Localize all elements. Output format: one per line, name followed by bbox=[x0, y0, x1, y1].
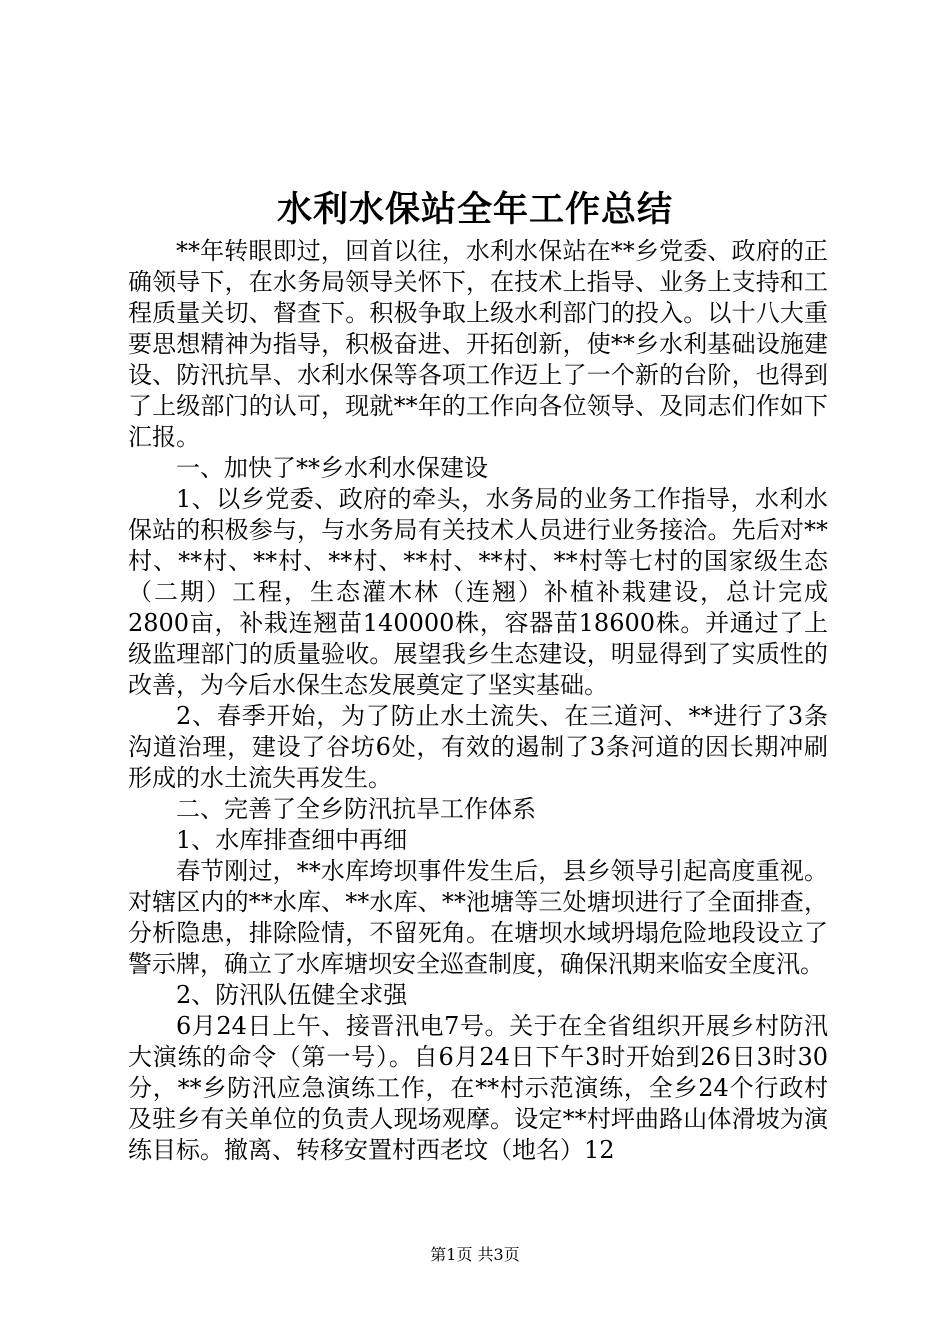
document-body bbox=[128, 236, 828, 1166]
body-paragraph: 6月24日上午、接晋汛电7号。关于在全省组织开展乡村防汛大演练的命令（第一号）。自6月24日下午3时开始到26日3时30分，**乡防汛应急演练工作，在**村示范演练，全乡24个行政村及驻乡有关单位的负责人现场观摩。设定**村坪曲路山体滑坡为演练目标。撤离、转移安置村西老坟（地名）12 bbox=[128, 1012, 828, 1164]
subsection-heading: 1、水库排查细中再细 bbox=[176, 826, 408, 854]
page-number-footer: 第1页 共3页 bbox=[430, 1245, 520, 1264]
section-heading: 二、完善了全乡防汛抗旱工作体系 bbox=[176, 795, 536, 823]
section-heading: 一、加快了**乡水利水保建设 bbox=[176, 454, 488, 482]
body-paragraph: 春节刚过，**水库垮坝事件发生后，县乡领导引起高度重视。对辖区内的**水库、**水库、**池塘等三处塘坝进行了全面排查，分析隐患，排除险情，不留死角。在塘坝水域坍塌危险地段设立了警示牌，确立了水库塘坝安全巡查制度，确保汛期来临安全度汛。 bbox=[128, 857, 828, 978]
body-paragraph: 2、春季开始，为了防止水土流失、在三道河、**进行了3条沟道治理，建设了谷坊6处，有效的遏制了3条河道的因长期冲刷形成的水土流失再发生。 bbox=[128, 702, 828, 792]
document-title: 水利水保站全年工作总结 bbox=[276, 189, 673, 230]
body-paragraph: **年转眼即过，回首以往，水利水保站在**乡党委、政府的正确领导下，在水务局领导关怀下，在技术上指导、业务上支持和工程质量关切、督查下。积极争取上级水利部门的投入。以十八大重要思想精神为指导，积极奋进、开拓创新，使**乡水利基础设施建设、防汛抗旱、水利水保等各项工作迈上了一个新的台阶，也得到了上级部门的认可，现就**年的工作向各位领导、及同志们作如下汇报。 bbox=[128, 237, 828, 451]
subsection-heading: 2、防汛队伍健全求强 bbox=[176, 981, 408, 1009]
body-paragraph: 1、以乡党委、政府的牵头，水务局的业务工作指导，水利水保站的积极参与，与水务局有关技术人员进行业务接洽。先后对**村、**村、**村、**村、**村、**村、**村等七村的国家级生态（二期）工程，生态灌木林（连翘）补植补栽建设，总计完成2800亩，补栽连翘苗140000株，容器苗18600株。并通过了上级监理部门的质量验收。展望我乡生态建设，明显得到了实质性的改善，为今后水保生态发展奠定了坚实基础。 bbox=[128, 485, 828, 699]
